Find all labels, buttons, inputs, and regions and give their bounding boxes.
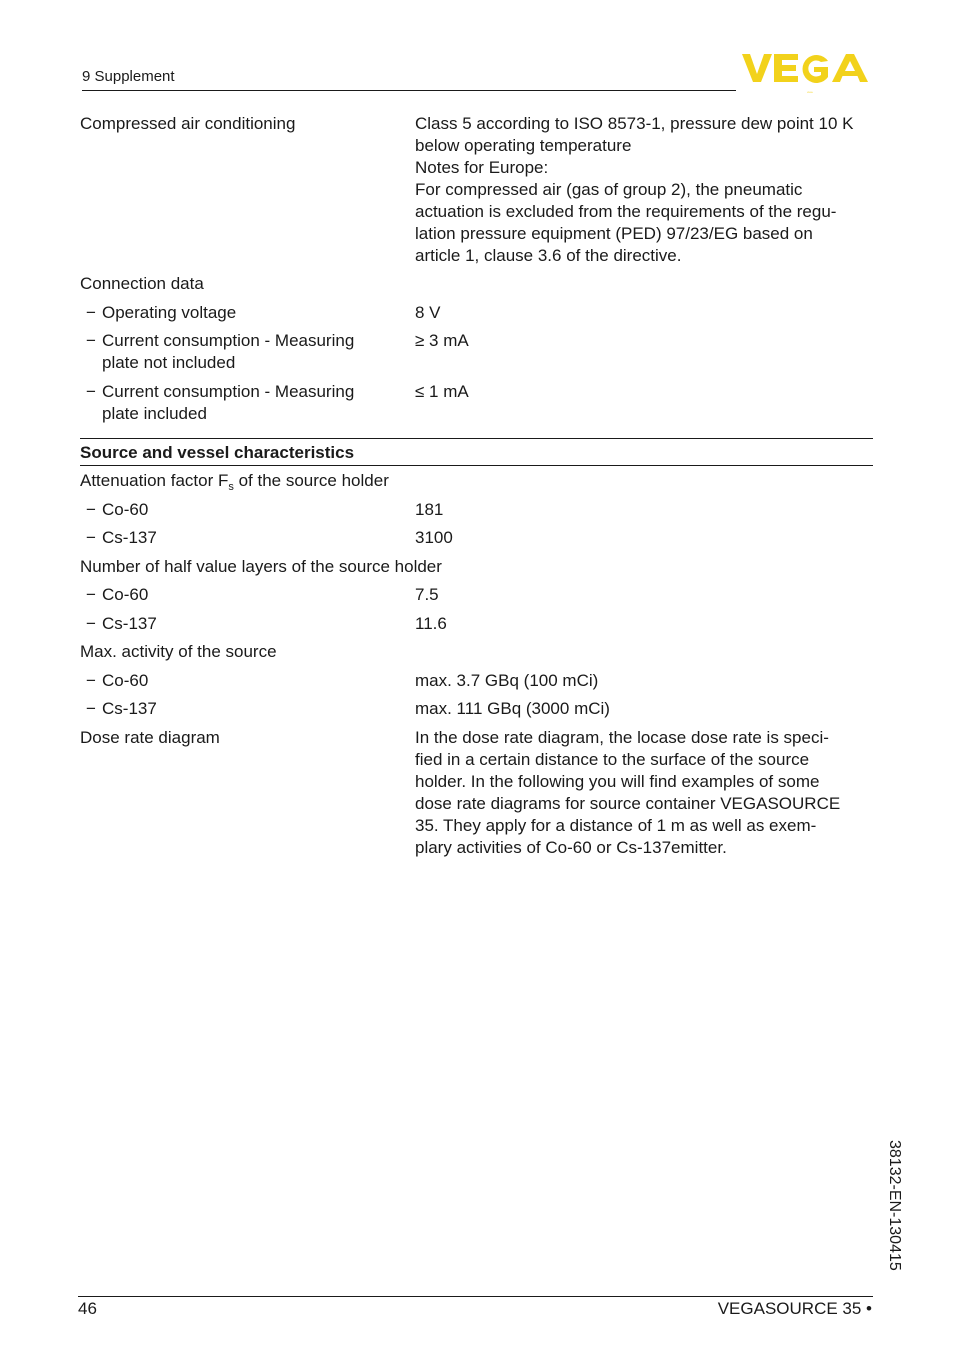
spec-row-half-value <box>80 556 873 578</box>
spec-subrow <box>80 584 873 606</box>
spec-label: Connection data <box>80 274 204 293</box>
spec-sublabel: − Co-60 <box>80 584 415 606</box>
spec-value: ≥ 3 mA <box>415 331 469 350</box>
spec-sublabel: − Cs-137 <box>80 527 415 549</box>
spec-label: Number of half value layers of the source holder <box>80 557 442 576</box>
spec-value: ≤ 1 mA <box>415 382 469 401</box>
spec-label: Attenuation factor $F_s$ of the source holder <box>80 471 389 493</box>
svg-text:VEGA: VEGA <box>807 92 813 94</box>
spec-row-compressed-air <box>80 113 873 267</box>
footer-divider <box>78 1296 873 1297</box>
spec-value: In the dose rate diagram, the locase dose rate is speci- fied in a certain distance to the surface of the source holder. In the following you will find examples of some dose rate diagrams for source container VEGASOURCE 35. They apply for a distance of 1 m as well as exem- plary activities of Co-60 or Cs-137emitter. <box>415 728 841 857</box>
spec-value: 7.5 <box>415 585 439 604</box>
spec-table <box>80 113 873 859</box>
spec-label: Compressed air conditioning <box>80 114 296 133</box>
spec-label: Max. activity of the source <box>80 642 277 661</box>
header-divider <box>82 90 736 91</box>
section-heading: Source and vessel characteristics <box>80 438 873 466</box>
spec-subrow <box>80 330 873 374</box>
document-code: 38132-EN-130415 <box>886 1140 903 1271</box>
spec-subrow <box>80 670 873 692</box>
spec-sublabel: − Cs-137 <box>80 613 415 635</box>
spec-label: Dose rate diagram <box>80 728 220 747</box>
spec-subrow <box>80 527 873 549</box>
spec-value: 11.6 <box>415 614 447 633</box>
spec-value-notes-heading: Notes for Europe: <box>415 158 549 177</box>
spec-sublabel: − Current consumption - Measuring plate not included <box>80 330 415 374</box>
spec-value-notes-text: For compressed air (gas of group 2), the pneumatic actuation is excluded from the requirements of the regu- lation pressure equipment (PED) 97/23/EG based on article 1, clause 3.6 of the directive. <box>415 180 837 265</box>
spec-subrow <box>80 381 873 425</box>
spec-value: 3100 <box>415 528 453 547</box>
spec-row-connection <box>80 273 873 295</box>
header-section-title: 9 Supplement <box>82 68 175 85</box>
spec-value: max. 111 GBq (3000 mCi) <box>415 699 610 718</box>
spec-subrow <box>80 613 873 635</box>
footer-product-name: VEGASOURCE 35 • <box>717 1299 872 1318</box>
spec-sublabel: − Co-60 <box>80 670 415 692</box>
spec-value: 181 <box>415 500 444 519</box>
spec-sublabel: − Current consumption - Measuring plate included <box>80 381 415 425</box>
spec-subrow <box>80 698 873 720</box>
spec-sublabel: − Operating voltage <box>80 302 415 324</box>
spec-value-class: Class 5 according to ISO 8573-1, pressure dew point 10 K below operating temperature <box>415 114 854 155</box>
spec-subrow <box>80 302 873 324</box>
spec-sublabel: − Co-60 <box>80 499 415 521</box>
vega-logo <box>742 53 872 94</box>
page-number: 46 <box>78 1299 97 1318</box>
spec-value <box>415 113 873 267</box>
spec-value: max. 3.7 GBq (100 mCi) <box>415 671 599 690</box>
spec-sublabel: − Cs-137 <box>80 698 415 720</box>
spec-value: 8 V <box>415 303 441 322</box>
spec-subrow <box>80 499 873 521</box>
spec-row-dose-rate <box>80 727 873 859</box>
spec-row-attenuation <box>80 470 873 492</box>
spec-row-max-activity <box>80 641 873 663</box>
